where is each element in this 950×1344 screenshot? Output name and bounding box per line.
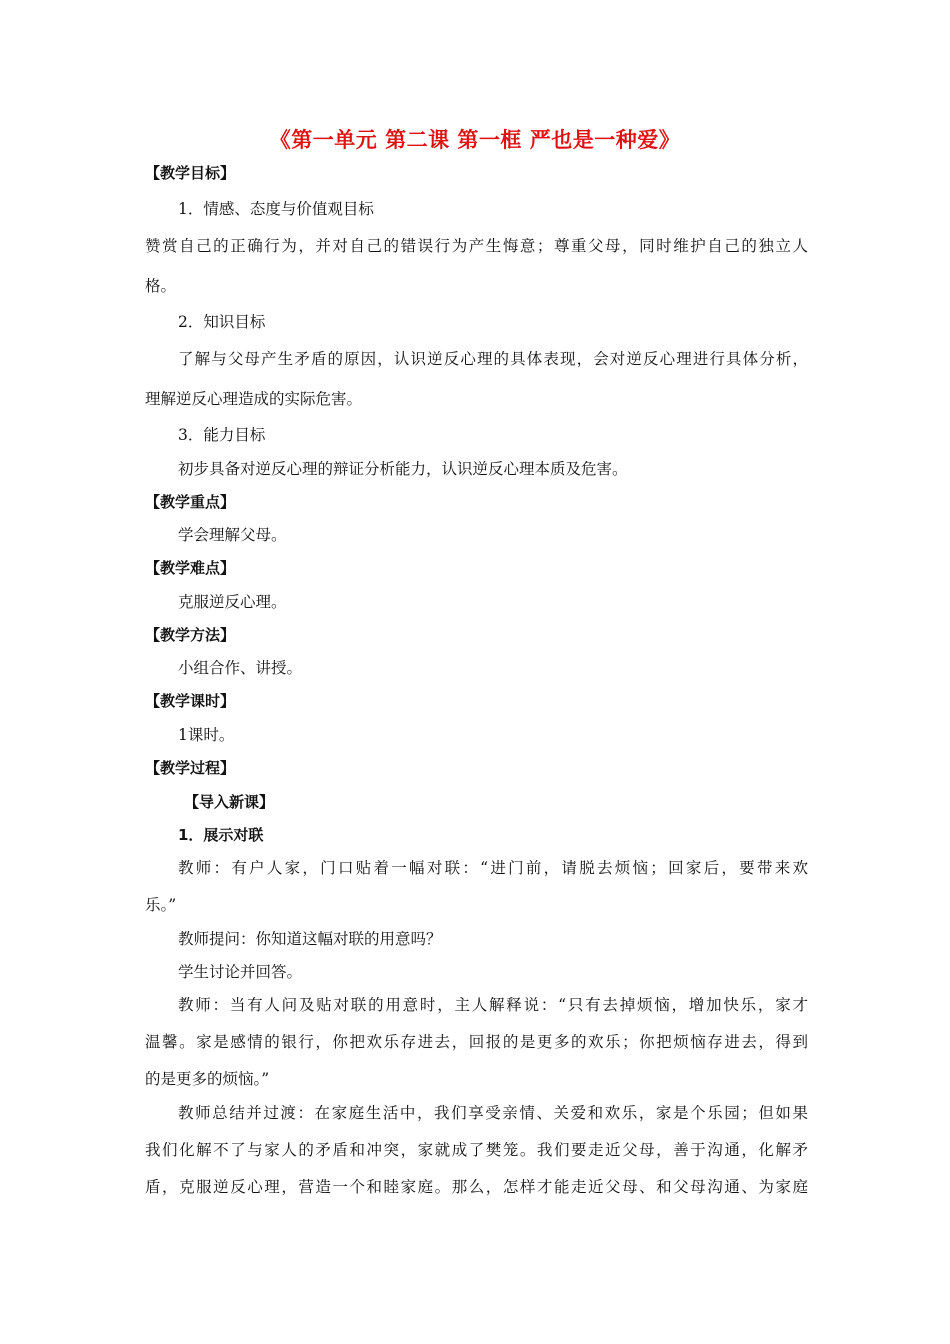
difficulty-text: 克服逆反心理。 <box>178 593 287 611</box>
objective-2-text-cont: 理解逆反心理造成的实际危害。 <box>145 390 363 408</box>
section-heading-hours: 【教学课时】 <box>145 692 236 710</box>
objective-2-text: 了解与父母产生矛盾的原因，认识逆反心理的具体表现，会对逆反心理进行具体分析， <box>178 350 808 368</box>
section-heading-focus: 【教学重点】 <box>145 493 236 511</box>
paragraph-4: 教师：当有人问及贴对联的用意时，主人解释说：“只有去掉烦恼，增加快乐，家才 <box>178 996 808 1014</box>
paragraph-4-cont-1: 温馨。家是感情的银行，你把欢乐存进去，回报的是更多的欢乐；你把烦恼存进去，得到 <box>145 1033 808 1051</box>
document-title: 《第一单元 第二课 第一框 严也是一种爱》 <box>269 128 681 152</box>
paragraph-4-cont-2: 的是更多的烦恼。” <box>145 1070 270 1088</box>
paragraph-2: 教师提问：你知道这幅对联的用意吗？ <box>178 930 442 948</box>
objective-1-text-cont: 格。 <box>145 277 177 295</box>
objective-2-heading: 2．知识目标 <box>178 313 266 331</box>
objective-1-text: 赞赏自己的正确行为，并对自己的错误行为产生悔意；尊重父母，同时维护自己的独立人 <box>145 237 808 255</box>
section-heading-method: 【教学方法】 <box>145 626 236 644</box>
method-text: 小组合作、讲授。 <box>178 659 303 677</box>
paragraph-1: 教师：有户人家，门口贴着一幅对联：“进门前，请脱去烦恼；回家后，要带来欢 <box>178 859 808 877</box>
step-1-heading: 1．展示对联 <box>178 826 264 844</box>
objective-1-heading: 1．情感、态度与价值观目标 <box>178 200 374 218</box>
focus-text: 学会理解父母。 <box>178 526 287 544</box>
paragraph-1-cont: 乐。” <box>145 896 177 914</box>
subheading-intro: 【导入新课】 <box>184 793 275 811</box>
paragraph-5-cont-1: 我们化解不了与家人的矛盾和冲突，家就成了樊笼。我们要走近父母，善于沟通，化解矛 <box>145 1141 808 1159</box>
hours-text: 1课时。 <box>178 726 235 744</box>
section-heading-difficulty: 【教学难点】 <box>145 559 236 577</box>
paragraph-5-cont-2: 盾，克服逆反心理，营造一个和睦家庭。那么，怎样才能走近父母、和父母沟通、为家庭 <box>145 1178 808 1196</box>
section-heading-process: 【教学过程】 <box>145 759 236 777</box>
section-heading-objectives: 【教学目标】 <box>145 164 236 182</box>
paragraph-3: 学生讨论并回答。 <box>178 963 303 981</box>
objective-3-heading: 3．能力目标 <box>178 426 266 444</box>
paragraph-5: 教师总结并过渡：在家庭生活中，我们享受亲情、关爱和欢乐，家是个乐园；但如果 <box>178 1104 808 1122</box>
objective-3-text: 初步具备对逆反心理的辩证分析能力，认识逆反心理本质及危害。 <box>178 460 628 478</box>
